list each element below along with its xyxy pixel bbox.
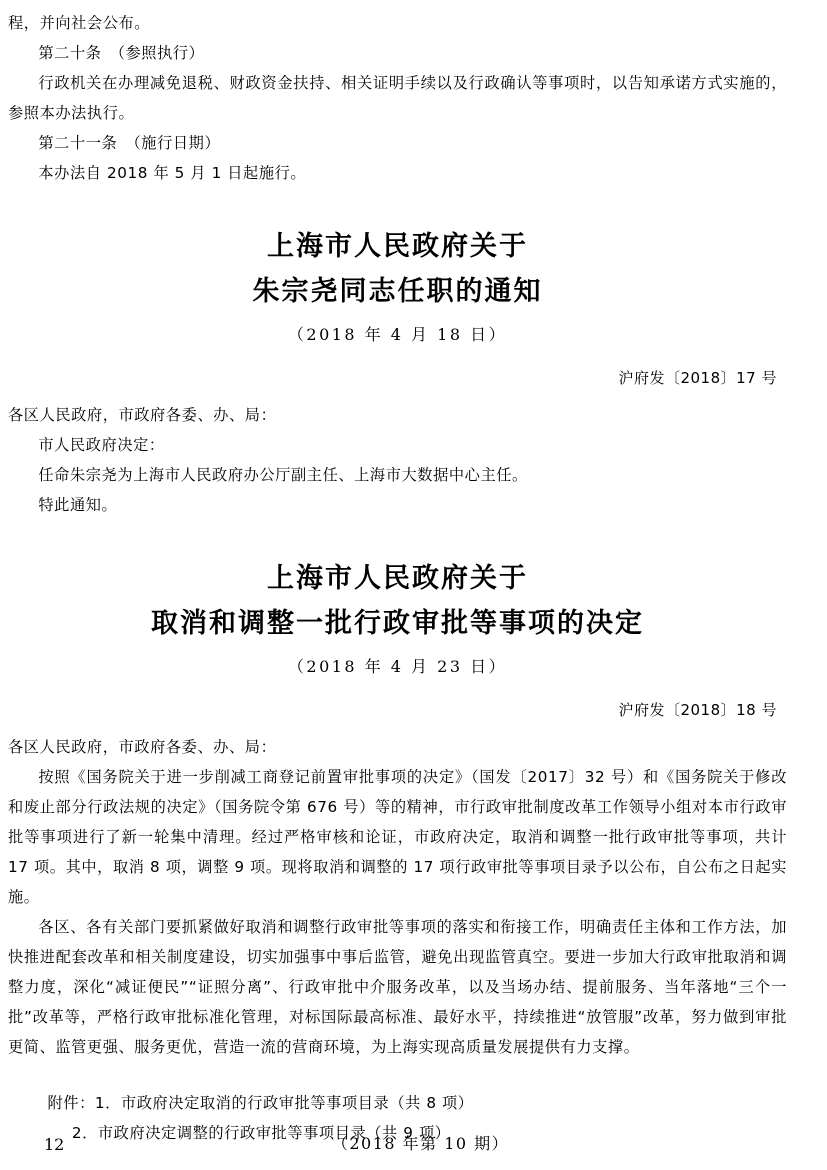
spacer: [8, 345, 787, 367]
notice-2-title-line-2: 取消和调整一批行政审批等事项的决定: [151, 608, 644, 639]
page-number: 12: [44, 1135, 65, 1154]
article-21-heading: 第二十一条 （施行日期）: [38, 134, 221, 152]
article-21-body: 本办法自 2018 年 5 月 1 日起施行。: [38, 164, 307, 182]
spacer: [8, 188, 787, 224]
notice-1-paragraph: 任命朱宗尧为上海市人民政府办公厅副主任、上海市大数据中心主任。: [38, 466, 528, 484]
continued-paragraph: 程，并向社会公布。: [8, 14, 151, 32]
notice-2-doc-number: 沪府发〔2018〕18 号: [618, 701, 777, 719]
notice-2-paragraph: 按照《国务院关于进一步削减工商登记前置审批事项的决定》（国发〔2017〕32 号）和《国务院关于修改和废止部分行政法规的决定》（国务院令第 676 号）等的精神，市行政审批制度改革工作领导小组对本市行政审批等事项进行了新一轮集中清理。经过严格审核和论证，市政府决定，取消和调整一批行政审批等事项，共计 17 项。其中，取消 8 项，调整 9 项。现将取消和调整的 17 项行政审批等事项目录予以公布，自公布之日起实施。: [8, 768, 787, 906]
attachment-item: 2．市政府决定调整的行政审批等事项目录（共 9 项）: [71, 1124, 451, 1142]
spacer: [8, 520, 787, 556]
attachment-item: 附件：1．市政府决定取消的行政审批等事项目录（共 8 项）: [47, 1094, 474, 1112]
notice-1-title-line-1: 上海市人民政府关于: [267, 231, 528, 262]
notice-appointment: [8, 224, 787, 520]
article-20-body: 行政机关在办理减免退税、财政资金扶持、相关证明手续以及行政确认等事项时，以告知承诺方式实施的，参照本办法执行。: [8, 74, 787, 122]
notice-decision: [8, 556, 787, 1148]
notice-1-paragraph: 市人民政府决定：: [38, 436, 165, 454]
article-20-heading: 第二十条 （参照执行）: [38, 44, 205, 62]
spacer: [8, 677, 787, 699]
notice-1-doc-number: 沪府发〔2018〕17 号: [618, 369, 777, 387]
notice-1-date: （2018 年 4 月 18 日）: [287, 325, 508, 344]
spacer: [8, 388, 787, 400]
notice-2-title: [8, 556, 787, 646]
notice-2-addressee: 各区人民政府，市政府各委、办、局：: [8, 738, 277, 756]
notice-1-paragraph: 特此通知。: [38, 496, 118, 514]
issue-label: （2018 年第 10 期）: [331, 1134, 510, 1153]
notice-2-paragraph: 各区、各有关部门要抓紧做好取消和调整行政审批等事项的落实和衔接工作，明确责任主体和工作方法，加快推进配套改革和相关制度建设，切实加强事中事后监管，避免出现监管真空。要进一步加大行政审批取消和调整力度，深化“减证便民”“证照分离”、行政审批中介服务改革，以及当场办结、提前服务、当年落地“三个一批”改革等，严格行政审批标准化管理，对标国际最高标准、最好水平，持续推进“放管服”改革，努力做到审批更简、监管更强、服务更优，营造一流的营商环境，为上海实现高质量发展提供有力支撑。: [8, 918, 787, 1056]
notice-1-title-line-2: 朱宗尧同志任职的通知: [252, 276, 543, 307]
spacer: [8, 720, 787, 732]
notice-2-title-line-1: 上海市人民政府关于: [267, 563, 528, 594]
notice-1-title: [8, 224, 787, 314]
page-footer: [0, 1131, 787, 1154]
notice-1-addressee: 各区人民政府，市政府各委、办、局：: [8, 406, 277, 424]
notice-2-date: （2018 年 4 月 23 日）: [287, 657, 508, 676]
